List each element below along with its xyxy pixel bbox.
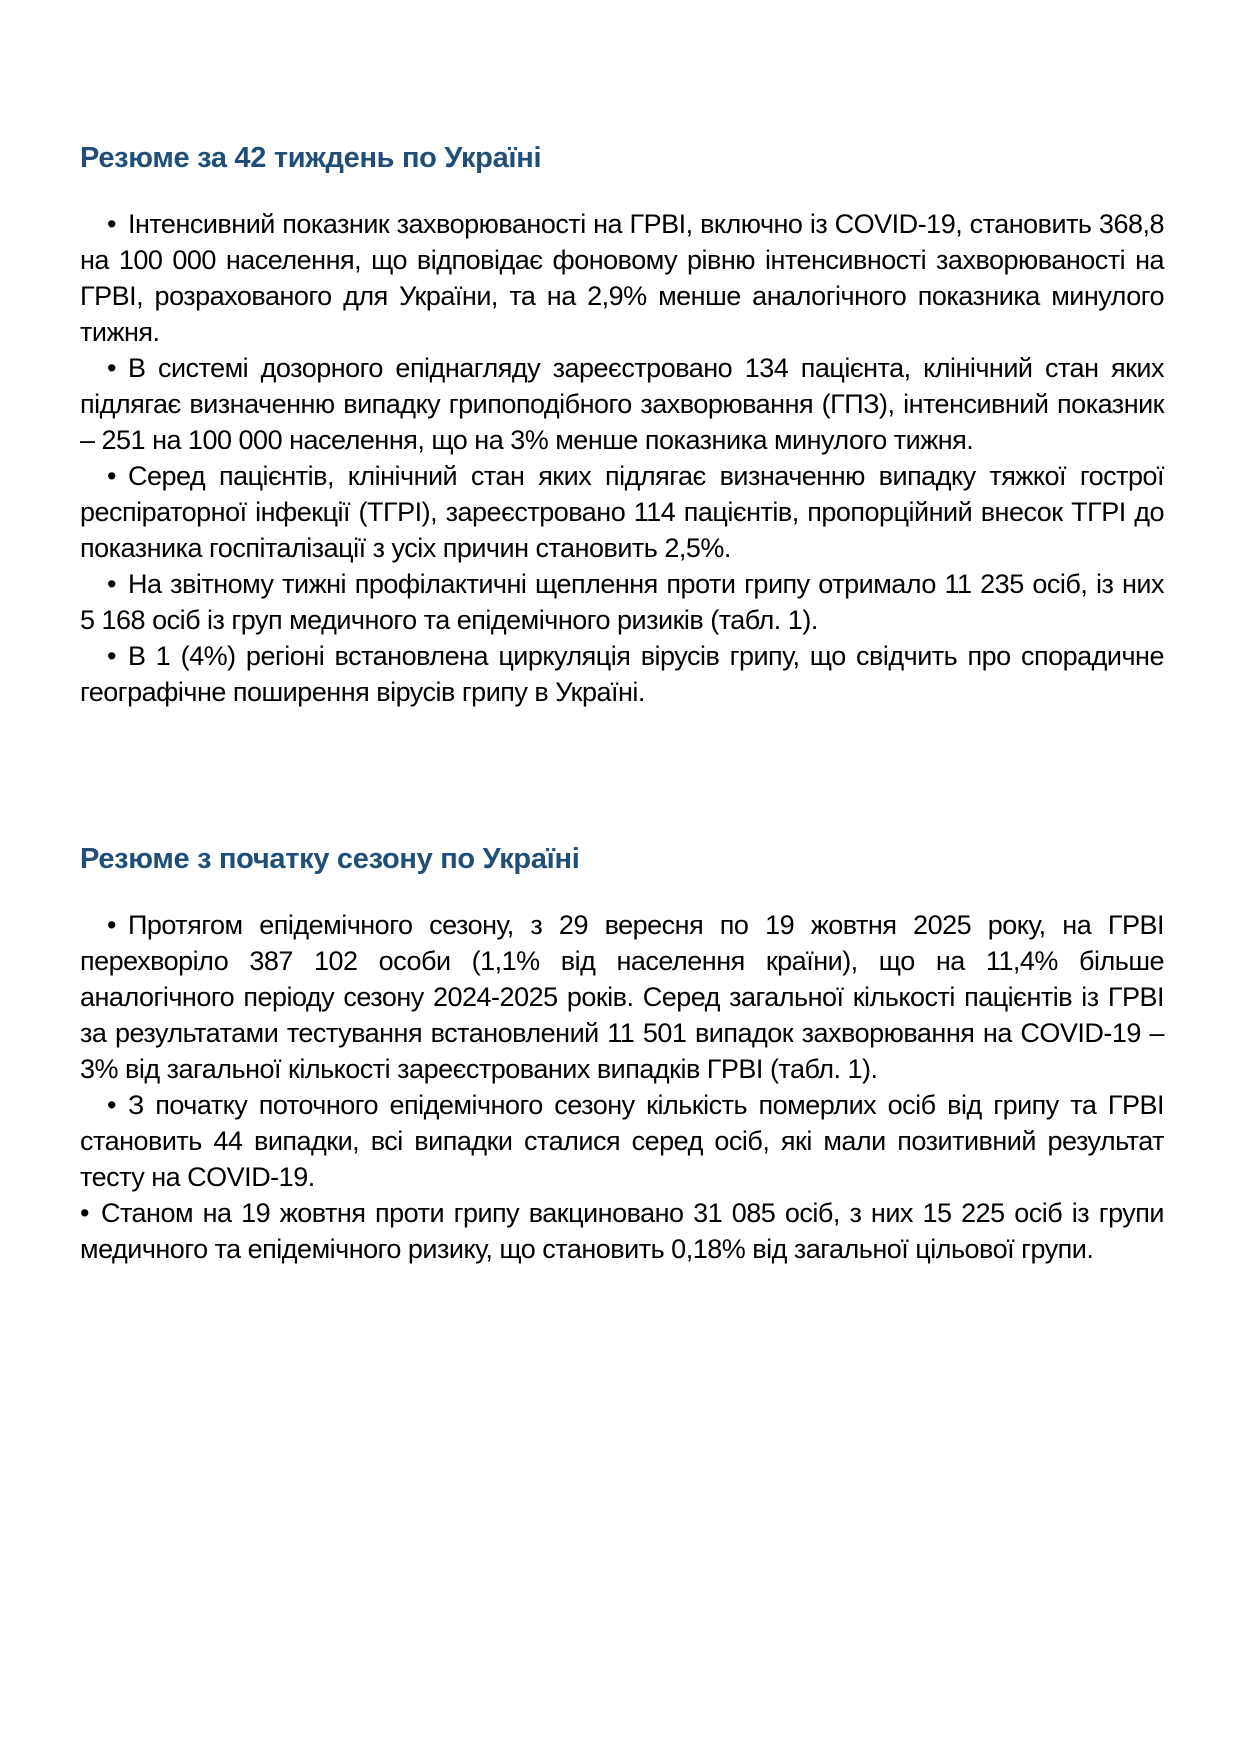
- bullet-text: На звітному тижні профілактичні щеплення проти грипу отримало 11 235 осіб, із них 5 168 осіб із груп медичного та епідемічного ризиків (табл. 1).: [80, 569, 1164, 635]
- bullet-text: Серед пацієнтів, клінічний стан яких підлягає визначенню випадку тяжкої гострої респіраторної інфекції (ТГРІ), зареєстровано 114 пацієнтів, пропорційний внесок ТГРІ до показника госпіталізації з усіх причин становить 2,5%.: [80, 461, 1164, 563]
- bullet-text: Інтенсивний показник захворюваності на ГРВІ, включно із COVID-19, становить 368,8 на 100 000 населення, що відповідає фоновому рівню інтенсивності захворюваності на ГРВІ, розрахованого для України, та на 2,9% менше аналогічного показника минулого тижня.: [80, 209, 1164, 347]
- bullet-marker: •: [107, 461, 116, 491]
- bullet-text: Протягом епідемічного сезону, з 29 вересня по 19 жовтня 2025 року, на ГРВІ перехворіло 387 102 особи (1,1% від населення країни), що на 11,4% більше аналогічного періоду сезону 2024-2025 років. Серед загальної кількості пацієнтів із ГРВІ за результатами тестування встановлений 11 501 випадок захворювання на COVID-19 – 3% від загальної кількості зареєстрованих випадків ГРВІ (табл. 1).: [80, 910, 1164, 1084]
- bullet-text: З початку поточного епідемічного сезону кількість померлих осіб від грипу та ГРВІ становить 44 випадки, всі випадки сталися серед осіб, які мали позитивний результат тесту на COVID-19.: [80, 1090, 1164, 1192]
- bullet-text: В 1 (4%) регіоні встановлена циркуляція вірусів грипу, що свідчить про спорадичне географічне поширення вірусів грипу в Україні.: [80, 641, 1164, 707]
- bullet-paragraph: [80, 907, 1164, 1087]
- bullet-paragraph: [80, 566, 1164, 638]
- bullet-text: Станом на 19 жовтня проти грипу вакциновано 31 085 осіб, з них 15 225 осіб із групи медичного та епідемічного ризику, що становить 0,18% від загальної цільової групи.: [80, 1198, 1164, 1264]
- bullet-paragraph: [80, 638, 1164, 710]
- bullet-marker: •: [107, 569, 116, 599]
- bullet-paragraph: [80, 458, 1164, 566]
- bullet-paragraph: [80, 1195, 1164, 1267]
- bullet-text: В системі дозорного епіднагляду зареєстровано 134 пацієнта, клінічний стан яких підлягає визначенню випадку грипоподібного захворювання (ГПЗ), інтенсивний показник – 251 на 100 000 населення, що на 3% менше показника минулого тижня.: [80, 353, 1164, 455]
- bullet-marker: •: [80, 1198, 89, 1228]
- section2-body: [80, 907, 1164, 1267]
- bullet-paragraph: [80, 1087, 1164, 1195]
- section1-heading: Резюме за 42 тиждень по Україні: [80, 142, 542, 174]
- bullet-paragraph: [80, 206, 1164, 350]
- bullet-paragraph: [80, 350, 1164, 458]
- section2-heading: Резюме з початку сезону по Україні: [80, 843, 580, 875]
- bullet-marker: •: [107, 1090, 116, 1120]
- bullet-marker: •: [107, 353, 116, 383]
- bullet-marker: •: [107, 910, 116, 940]
- bullet-marker: •: [107, 641, 116, 671]
- bullet-marker: •: [107, 209, 116, 239]
- section1-body: [80, 206, 1164, 710]
